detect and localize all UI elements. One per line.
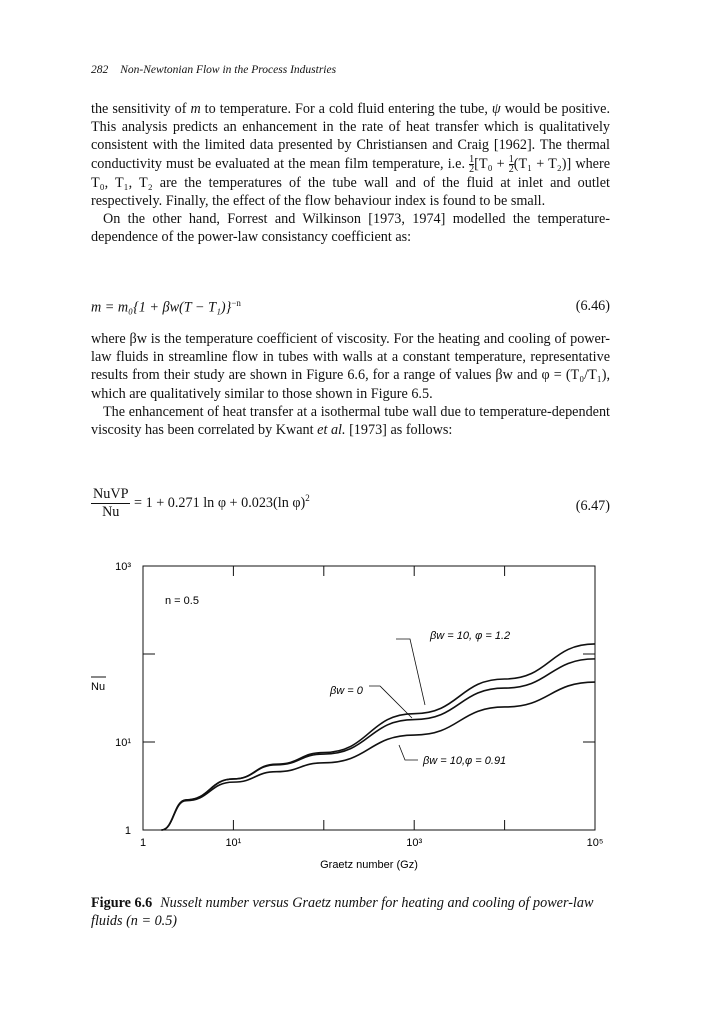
series-leader-line [396,639,425,705]
series-leader-line [369,686,412,718]
body-text [91,100,610,247]
series-label: βw = 10, φ = 1.2 [430,630,511,642]
equation-6-47: NuVP Nu = 1 + 0.271 ln φ + 0.023(ln φ)$^2$ (6.47) [93,486,610,520]
equation-6-46: $m = m_0\{1 + \beta w(T - T_1)\}^{-n}$ (6.46) [91,298,610,316]
series-line-2 [161,682,595,830]
body-text-2 [91,330,610,439]
fraction-half: $\frac{1}{2}$ [508,153,514,175]
running-title: Non-Newtonian Flow in the Process Industries [120,64,337,76]
paragraph-3: where βw is the temperature coefficient of viscosity. For the heating and cooling of power-law fluids in streamline flow in tubes with walls at a constant temperature, representative results from their study are shown in Figure 6.6, for a range of values βw and φ = (T₀/T₁), which are qualitatively similar to those shown in Figure 6.5. [91,331,610,402]
figure-caption: Figure 6.6 Nusselt number versus Graetz number for heating and cooling of power-law fluids (n = 0.5) [91,895,594,929]
n-annotation: n = 0.5 [165,595,199,607]
paragraph-2: On the other hand, Forrest and Wilkinson [1973, 1974] modelled the temperature-dependence of the power-law consistancy coefficient as: [91,211,610,246]
x-tick-label: 10¹ [225,837,242,849]
nusselt-graetz-chart [0,540,701,885]
running-header [91,64,336,76]
series-label: βw = 10,φ = 0.91 [423,755,507,767]
series-leader-line [399,745,418,760]
x-tick-label: 10⁵ [586,837,604,849]
page-number: 282 [91,64,109,76]
series-line-0 [161,644,595,830]
y-tick-label: 1 [124,825,131,837]
x-axis-label: Graetz number (Gz) [320,859,418,871]
y-tick-label: 10¹ [115,737,131,749]
fraction-half: $\frac{1}{2}$ [469,153,475,175]
paragraph-1: the sensitivity of m to temperature. For a cold fluid entering the tube, ψ would be positive. This analysis predicts an enhancement in the rate of heat transfer which is qualitatively consistent with the limited data presented by Christiansen and Craig [1962]. The thermal conductivity must be evaluated at the mean film temperature, i.e. $\frac{1}{2}$ [T₀ + $\frac{1}{2}$ (T₁ + T₂)] where T₀, T₁, T₂ are the temperatures of the tube wall and of the fluid at inlet and outlet respectively. Finally, the effect of the flow behaviour index is found to be small. [91,101,610,210]
x-tick-label: 10³ [406,837,423,849]
series-label: βw = 0 [330,685,363,697]
x-tick-label: 1 [139,837,147,849]
y-tick-label: 10³ [115,561,131,573]
paragraph-4: The enhancement of heat transfer at a isothermal tube wall due to temperature-dependent viscosity has been correlated by Kwant et al. [1973] as follows: [91,403,610,439]
y-axis-label: Nu [91,681,106,693]
